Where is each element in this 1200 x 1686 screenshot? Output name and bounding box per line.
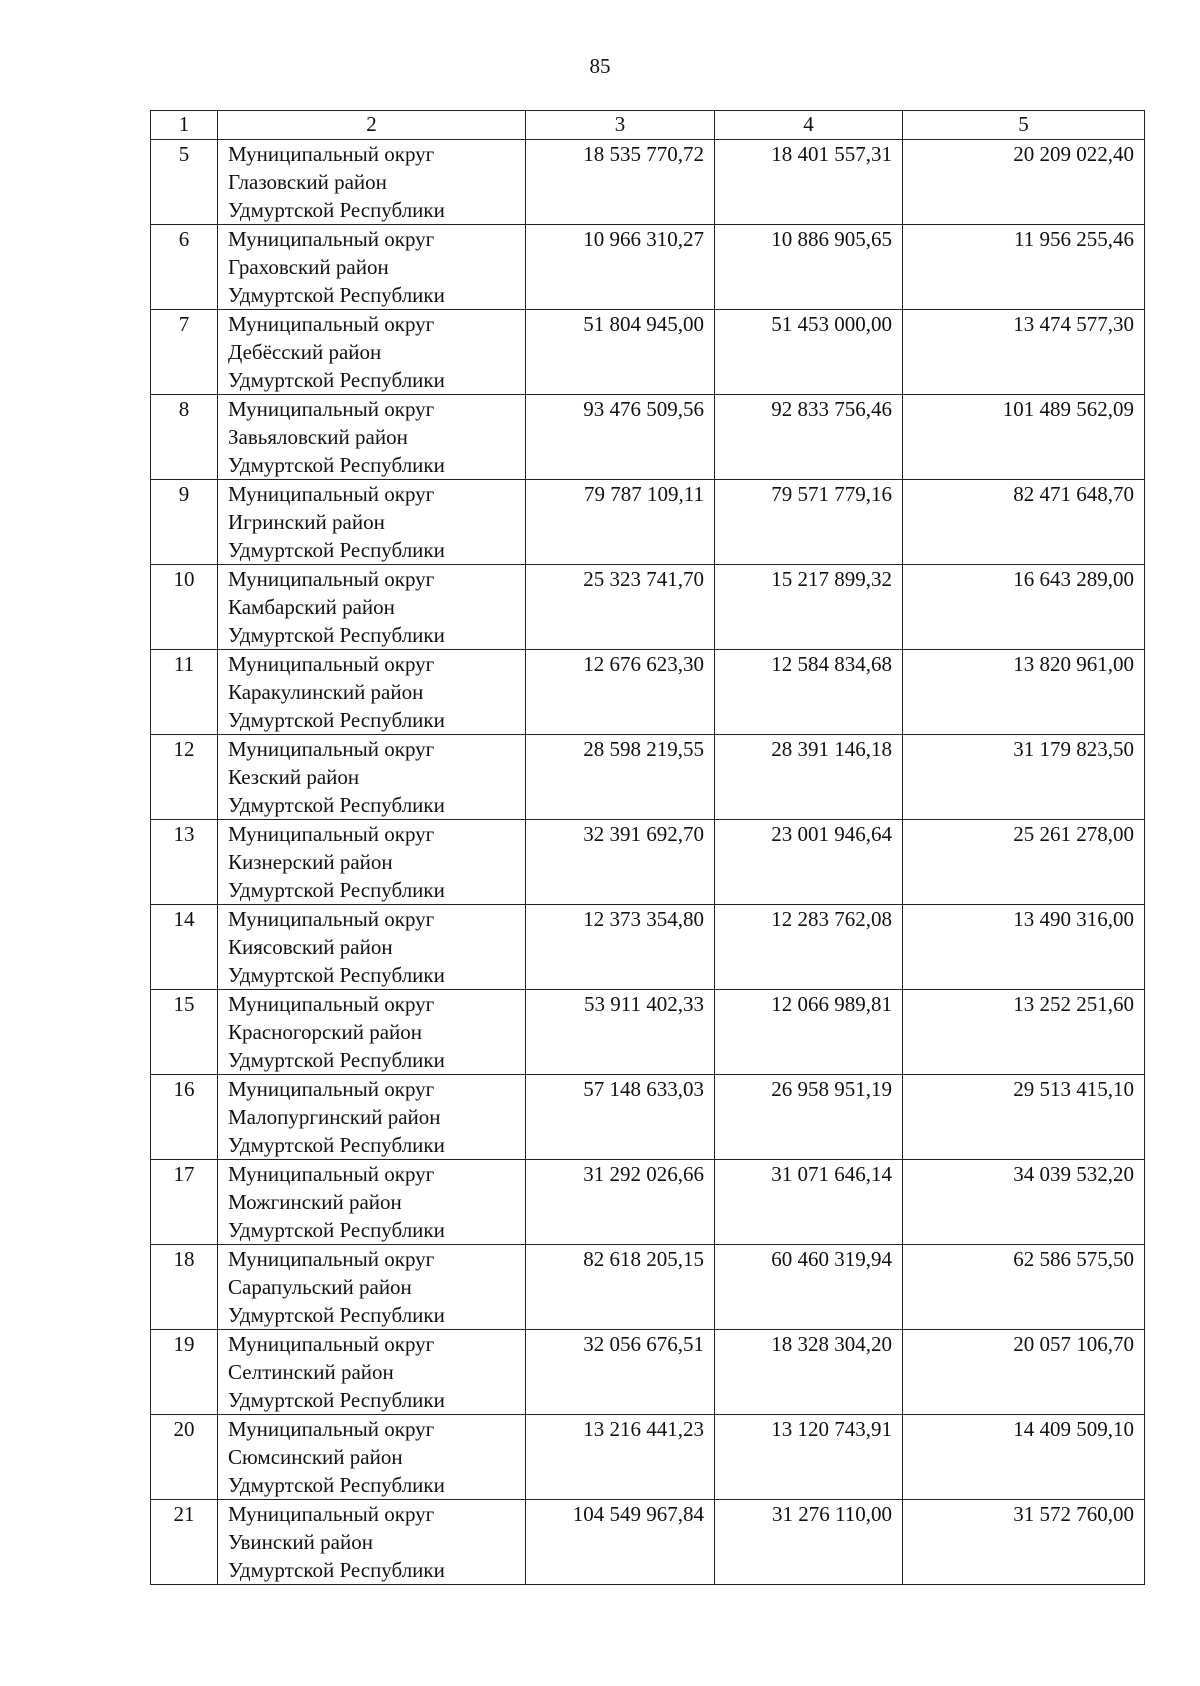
amount-col-4: 10 886 905,65 (715, 225, 903, 310)
table-header (151, 111, 1145, 140)
municipality-name-line: Кизнерский район (228, 850, 393, 874)
table-row (151, 1075, 1145, 1160)
page-number: 85 (589, 54, 611, 78)
amount-col-5: 101 489 562,09 (903, 395, 1145, 480)
table-row (151, 1160, 1145, 1245)
municipality-name-line: Удмуртской Республики (228, 198, 445, 222)
municipality-name-line: Красногорский район (228, 1020, 423, 1044)
municipality-name-line: Игринский район (228, 510, 385, 534)
table-row (151, 480, 1145, 565)
row-number: 11 (151, 650, 218, 735)
amount-col-3: 31 292 026,66 (526, 1160, 715, 1245)
amount-col-5: 13 490 316,00 (903, 905, 1145, 990)
municipality-name-line: Сюмсинский район (228, 1445, 403, 1469)
row-number: 13 (151, 820, 218, 905)
row-number: 16 (151, 1075, 218, 1160)
amount-col-5: 13 252 251,60 (903, 990, 1145, 1075)
amount-col-3: 12 373 354,80 (526, 905, 715, 990)
amount-col-4: 31 276 110,00 (715, 1500, 903, 1585)
municipality-name-line: Глазовский район (228, 170, 387, 194)
municipality-name-line: Увинский район (228, 1530, 373, 1554)
municipality-name (218, 1160, 526, 1245)
amount-col-4: 12 584 834,68 (715, 650, 903, 735)
amount-col-5: 13 474 577,30 (903, 310, 1145, 395)
amount-col-4: 12 283 762,08 (715, 905, 903, 990)
header-col-5: 5 (903, 111, 1145, 140)
row-number: 15 (151, 990, 218, 1075)
municipality-name-line: Удмуртской Республики (228, 708, 445, 732)
row-number: 8 (151, 395, 218, 480)
table-row (151, 735, 1145, 820)
municipality-name-line: Удмуртской Республики (228, 283, 445, 307)
table-row (151, 395, 1145, 480)
table-row (151, 140, 1145, 225)
amount-col-4: 92 833 756,46 (715, 395, 903, 480)
table-row (151, 310, 1145, 395)
table-body (151, 140, 1145, 1585)
row-number: 9 (151, 480, 218, 565)
table-row (151, 1245, 1145, 1330)
municipality-name-line: Граховский район (228, 255, 389, 279)
municipality-name-line: Удмуртской Республики (228, 1388, 445, 1412)
row-number: 5 (151, 140, 218, 225)
municipality-name-line: Муниципальный округ (228, 312, 435, 336)
amount-col-4: 13 120 743,91 (715, 1415, 903, 1500)
municipality-name-line: Каракулинский район (228, 680, 424, 704)
municipality-name-line: Удмуртской Республики (228, 623, 445, 647)
municipality-name (218, 1330, 526, 1415)
amount-col-3: 10 966 310,27 (526, 225, 715, 310)
municipality-name-line: Кезский район (228, 765, 360, 789)
header-col-4: 4 (715, 111, 903, 140)
amount-col-5: 31 572 760,00 (903, 1500, 1145, 1585)
municipality-name-line: Удмуртской Республики (228, 368, 445, 392)
header-row (151, 111, 1145, 140)
municipality-name-line: Удмуртской Республики (228, 538, 445, 562)
amount-col-4: 18 401 557,31 (715, 140, 903, 225)
municipality-name-line: Муниципальный округ (228, 1502, 435, 1526)
municipality-name (218, 310, 526, 395)
row-number: 18 (151, 1245, 218, 1330)
table-row (151, 990, 1145, 1075)
amount-col-3: 79 787 109,11 (526, 480, 715, 565)
amount-col-5: 20 209 022,40 (903, 140, 1145, 225)
header-col-2: 2 (218, 111, 526, 140)
header-col-1: 1 (151, 111, 218, 140)
municipality-name-line: Муниципальный округ (228, 1162, 435, 1186)
municipality-name (218, 1245, 526, 1330)
amount-col-5: 34 039 532,20 (903, 1160, 1145, 1245)
amount-col-4: 18 328 304,20 (715, 1330, 903, 1415)
row-number: 14 (151, 905, 218, 990)
municipality-name (218, 820, 526, 905)
row-number: 19 (151, 1330, 218, 1415)
municipality-name-line: Муниципальный округ (228, 1247, 435, 1271)
amount-col-5: 14 409 509,10 (903, 1415, 1145, 1500)
municipality-name-line: Муниципальный округ (228, 142, 435, 166)
amount-col-3: 51 804 945,00 (526, 310, 715, 395)
amount-col-3: 18 535 770,72 (526, 140, 715, 225)
municipality-name (218, 1075, 526, 1160)
municipality-name-line: Удмуртской Республики (228, 1133, 445, 1157)
municipality-name-line: Дебёсский район (228, 340, 382, 364)
municipality-name-line: Муниципальный округ (228, 822, 435, 846)
municipality-name (218, 565, 526, 650)
municipality-name-line: Удмуртской Республики (228, 1303, 445, 1327)
municipality-name (218, 990, 526, 1075)
row-number: 12 (151, 735, 218, 820)
municipality-name-line: Удмуртской Республики (228, 1558, 445, 1582)
municipality-name (218, 480, 526, 565)
municipality-name-line: Муниципальный округ (228, 1332, 435, 1356)
municipality-name-line: Муниципальный округ (228, 652, 435, 676)
row-number: 21 (151, 1500, 218, 1585)
amount-col-4: 26 958 951,19 (715, 1075, 903, 1160)
municipality-name-line: Муниципальный округ (228, 227, 435, 251)
municipality-name-line: Завьяловский район (228, 425, 408, 449)
municipality-name-line: Киясовский район (228, 935, 393, 959)
municipality-name (218, 1415, 526, 1500)
table-row (151, 650, 1145, 735)
amount-col-5: 16 643 289,00 (903, 565, 1145, 650)
municipality-name-line: Удмуртской Республики (228, 878, 445, 902)
municipality-name-line: Удмуртской Республики (228, 793, 445, 817)
municipality-name-line: Муниципальный округ (228, 1417, 435, 1441)
table-row (151, 1330, 1145, 1415)
municipality-name-line: Можгинский район (228, 1190, 402, 1214)
row-number: 10 (151, 565, 218, 650)
table-row (151, 225, 1145, 310)
amount-col-4: 23 001 946,64 (715, 820, 903, 905)
amount-col-3: 32 056 676,51 (526, 1330, 715, 1415)
amount-col-5: 29 513 415,10 (903, 1075, 1145, 1160)
municipality-name-line: Малопургинский район (228, 1105, 441, 1129)
municipality-name-line: Муниципальный округ (228, 992, 435, 1016)
table-row (151, 820, 1145, 905)
row-number: 17 (151, 1160, 218, 1245)
municipality-name-line: Муниципальный округ (228, 737, 435, 761)
table-row (151, 905, 1145, 990)
municipality-name (218, 140, 526, 225)
table-row (151, 1415, 1145, 1500)
row-number: 20 (151, 1415, 218, 1500)
municipality-name (218, 735, 526, 820)
amount-col-5: 13 820 961,00 (903, 650, 1145, 735)
municipality-name-line: Муниципальный округ (228, 1077, 435, 1101)
amount-col-4: 51 453 000,00 (715, 310, 903, 395)
amount-col-3: 104 549 967,84 (526, 1500, 715, 1585)
amount-col-5: 25 261 278,00 (903, 820, 1145, 905)
municipality-name-line: Муниципальный округ (228, 482, 435, 506)
amount-col-5: 62 586 575,50 (903, 1245, 1145, 1330)
table-row (151, 1500, 1145, 1585)
header-col-3: 3 (526, 111, 715, 140)
amount-col-3: 57 148 633,03 (526, 1075, 715, 1160)
municipality-name-line: Удмуртской Республики (228, 1218, 445, 1242)
municipality-name-line: Удмуртской Республики (228, 1473, 445, 1497)
amount-col-3: 53 911 402,33 (526, 990, 715, 1075)
municipality-name (218, 905, 526, 990)
amount-col-3: 32 391 692,70 (526, 820, 715, 905)
municipality-name-line: Удмуртской Республики (228, 453, 445, 477)
amount-col-5: 20 057 106,70 (903, 1330, 1145, 1415)
amount-col-4: 28 391 146,18 (715, 735, 903, 820)
amount-col-3: 12 676 623,30 (526, 650, 715, 735)
amount-col-3: 82 618 205,15 (526, 1245, 715, 1330)
row-number: 7 (151, 310, 218, 395)
amount-col-3: 25 323 741,70 (526, 565, 715, 650)
municipality-name-line: Сарапульский район (228, 1275, 412, 1299)
table-row (151, 565, 1145, 650)
row-number: 6 (151, 225, 218, 310)
municipality-name (218, 395, 526, 480)
amount-col-5: 11 956 255,46 (903, 225, 1145, 310)
amount-col-4: 15 217 899,32 (715, 565, 903, 650)
amount-col-5: 82 471 648,70 (903, 480, 1145, 565)
amount-col-5: 31 179 823,50 (903, 735, 1145, 820)
municipality-name-line: Селтинский район (228, 1360, 394, 1384)
municipality-name (218, 225, 526, 310)
municipality-name-line: Муниципальный округ (228, 567, 435, 591)
municipality-name-line: Удмуртской Республики (228, 963, 445, 987)
amount-col-4: 12 066 989,81 (715, 990, 903, 1075)
amount-col-4: 79 571 779,16 (715, 480, 903, 565)
amount-col-4: 60 460 319,94 (715, 1245, 903, 1330)
amount-col-4: 31 071 646,14 (715, 1160, 903, 1245)
municipality-name-line: Удмуртской Республики (228, 1048, 445, 1072)
amount-col-3: 93 476 509,56 (526, 395, 715, 480)
municipality-name-line: Муниципальный округ (228, 397, 435, 421)
municipality-name-line: Камбарский район (228, 595, 395, 619)
municipality-name-line: Муниципальный округ (228, 907, 435, 931)
municipality-name (218, 1500, 526, 1585)
amount-col-3: 13 216 441,23 (526, 1415, 715, 1500)
municipality-name (218, 650, 526, 735)
amount-col-3: 28 598 219,55 (526, 735, 715, 820)
budget-table (150, 110, 1145, 1585)
